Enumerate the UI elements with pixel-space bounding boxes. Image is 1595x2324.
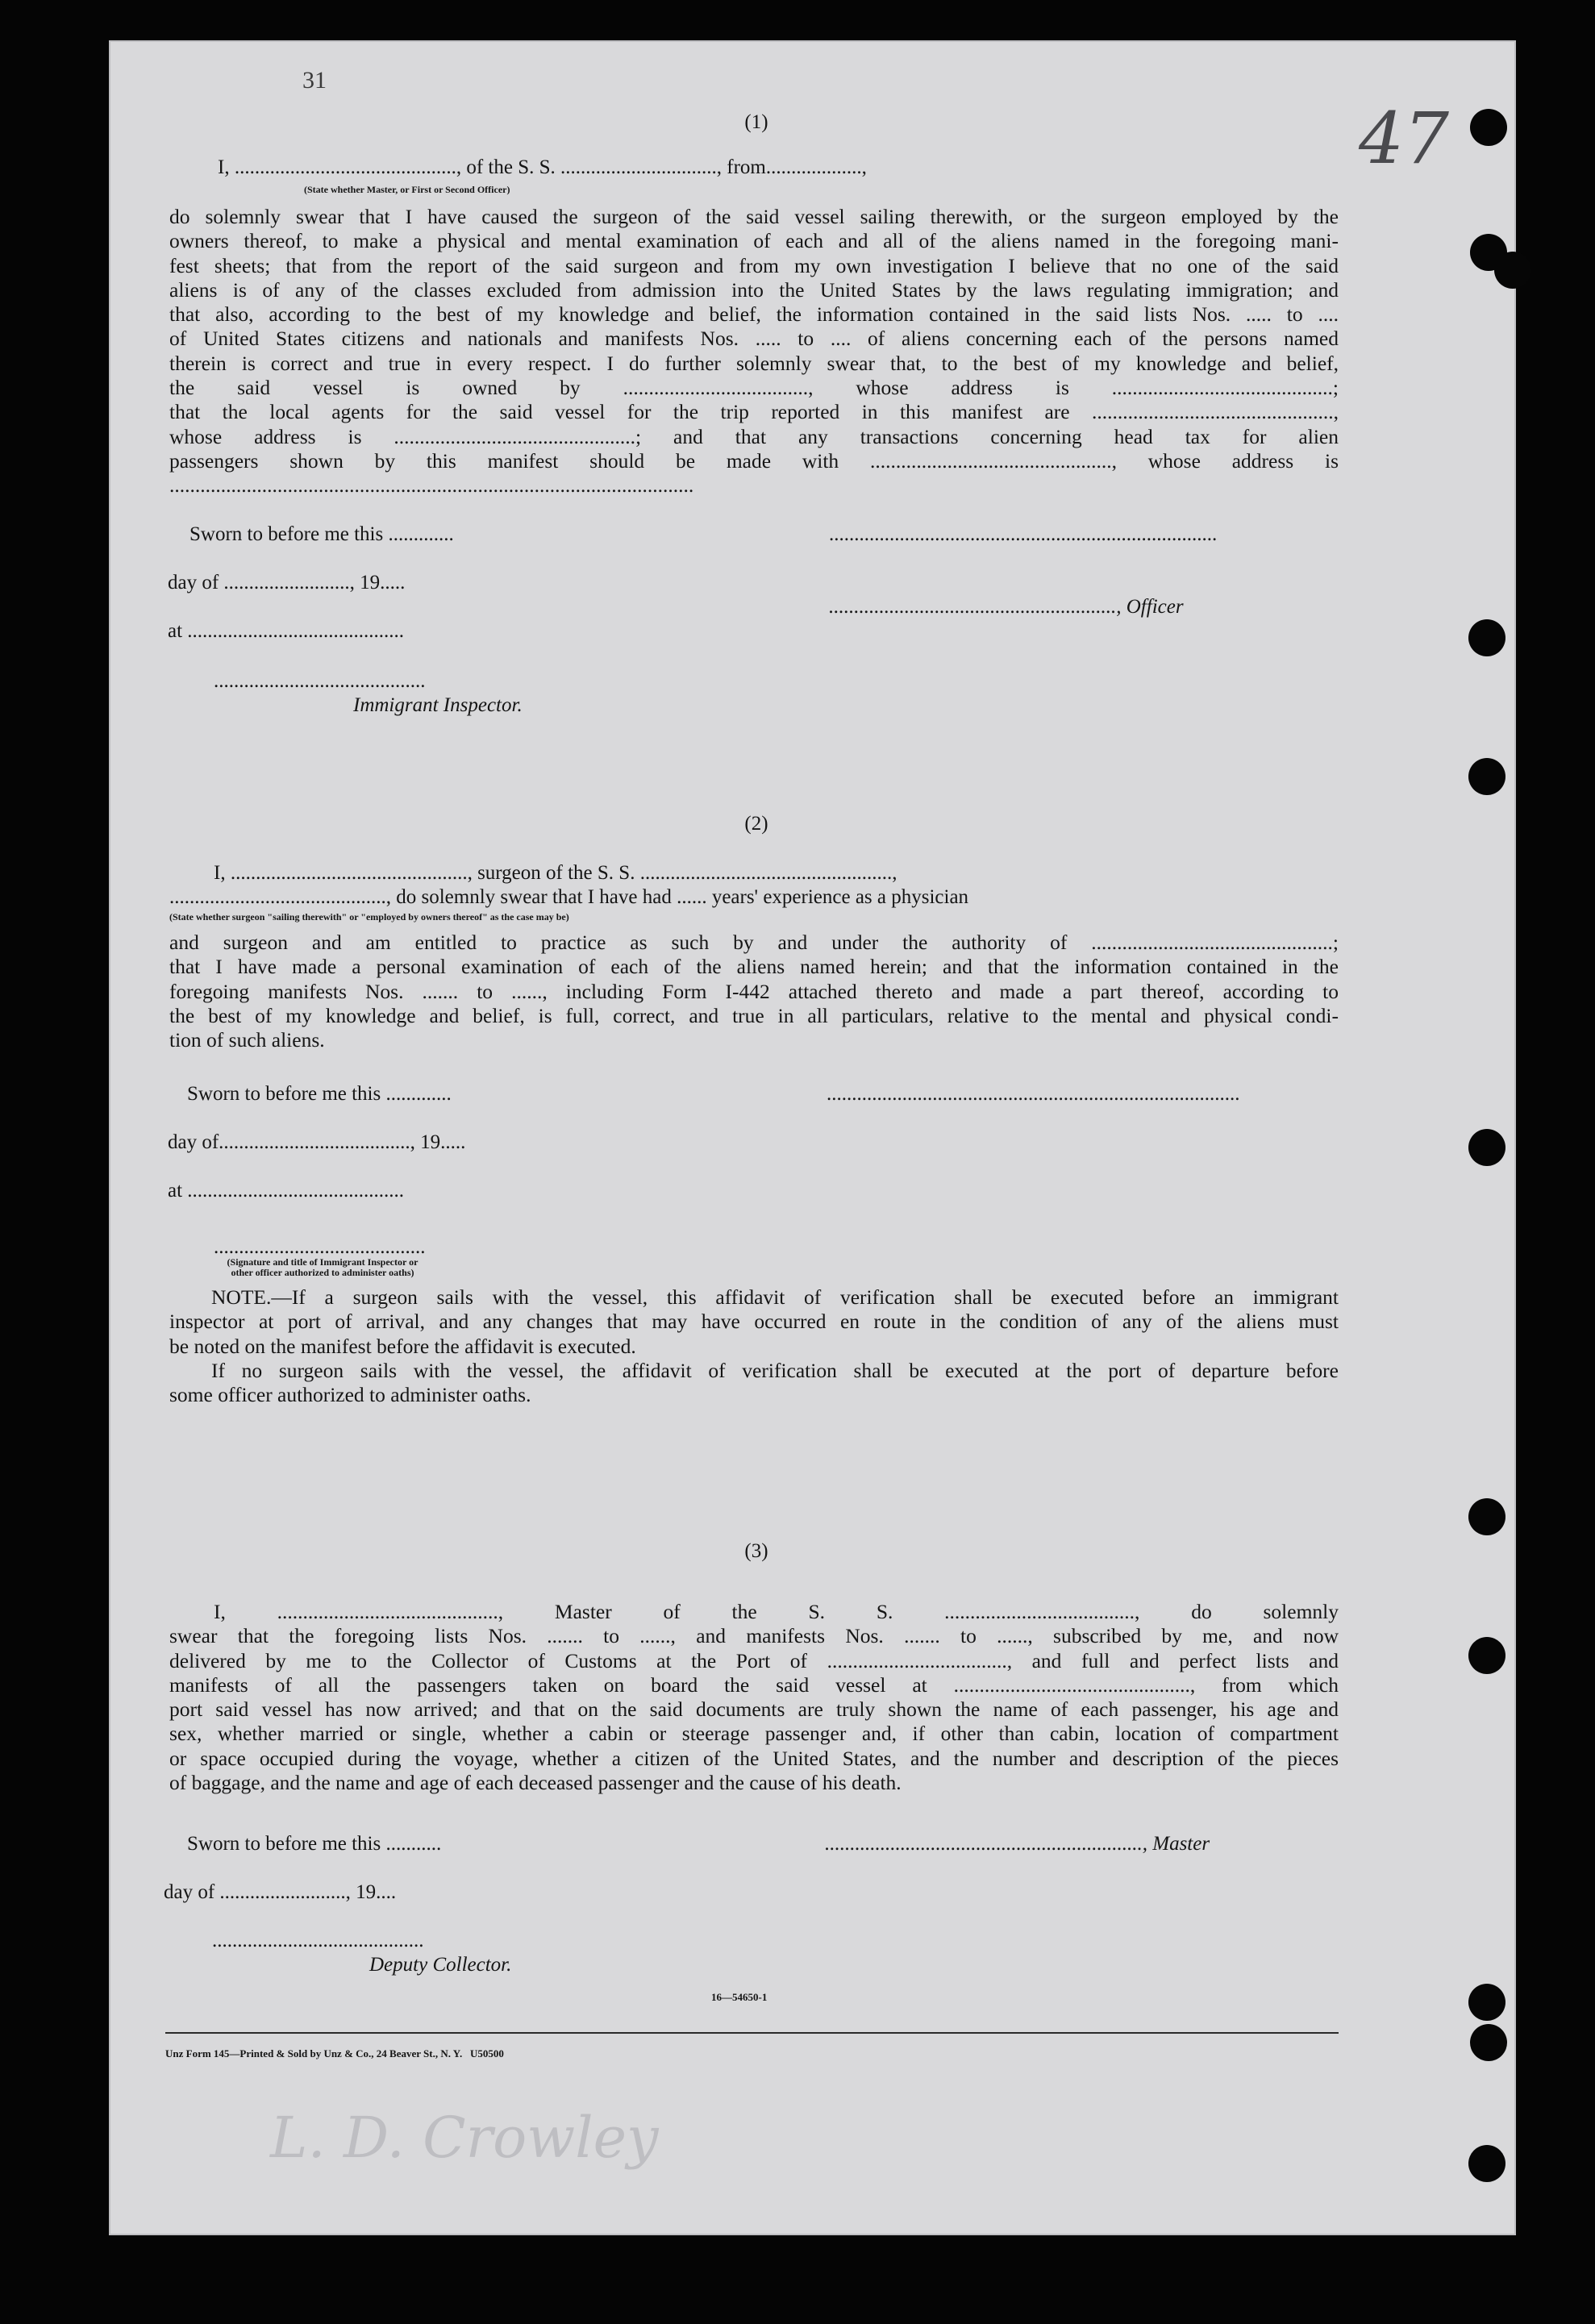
section-1-heading: (1) (744, 111, 768, 133)
s1-line: therein is correct and true in every respect. I do further solemnly swear that, to the best of my knowledge and belief, (169, 351, 1339, 375)
s2-line: and surgeon and am entitled to practice as such by and under the authority of ...............................................; (169, 931, 1339, 954)
section-2-line2: ..........................................., do solemnly swear that I have had ...... years' experience as a physician (169, 886, 969, 908)
section-2-sig-line: .......................................... (214, 1236, 426, 1258)
section-1-sworn: Sworn to before me this ............. (189, 523, 454, 545)
footer-imprint: Unz Form 145—Printed & Sold by Unz & Co., 24 Beaver St., N. Y. U50500 (165, 2047, 504, 2060)
section-1-officer: ........................................................., Officer (829, 596, 1184, 618)
binder-hole (1468, 758, 1505, 795)
s1-line: aliens is of any of the classes excluded from admission into the United States by the laws regulating immigration; and (169, 277, 1339, 302)
section-3-master: ..............................................................., Master (825, 1833, 1210, 1855)
binder-hole (1468, 619, 1505, 656)
section-2-line1: I, ..............................................., surgeon of the S. S. .................................................., (214, 862, 897, 884)
section-1-at: at ........................................... (168, 620, 405, 642)
section-1-paragraph (169, 205, 1339, 498)
s3-line: sex, whether married or single, whether a cabin or steerage passenger and, if other than cabin, location of compartment (169, 1722, 1339, 1746)
section-1-day: day of ........................., 19..... (168, 572, 406, 593)
note-line: be noted on the manifest before the affidavit is executed. (169, 1334, 636, 1358)
s3-line: manifests of all the passengers taken on board the said vessel at .............................................., from which (169, 1672, 1339, 1697)
section-1-inspector: Immigrant Inspector. (353, 694, 523, 716)
s1-line: owners thereof, to make a physical and mental examination of each and all of the aliens named in the foregoing mani- (169, 229, 1339, 253)
s2-line: that I have made a personal examination of each of the aliens named herein; and that the information contained in the (169, 955, 1339, 979)
s3-line: or space occupied during the voyage, whether a citizen of the United States, and the number and description of the pieces (169, 1746, 1339, 1770)
s3-line: delivered by me to the Collector of Customs at the Port of ..................................., and full and perfect lists and (169, 1648, 1339, 1672)
section-2-sworn-line: .................................................................................. (827, 1083, 1240, 1105)
s1-line: passengers shown by this manifest should be made with ..............................................., whose address is (169, 448, 1339, 473)
section-1-note: (State whether Master, or First or Second Officer) (304, 184, 510, 195)
signature: L. D. Crowley (270, 2105, 659, 2171)
section-2-sig-note-2: other officer authorized to administer oaths) (231, 1267, 414, 1278)
s3-line: swear that the foregoing lists Nos. ....... to ......, and manifests Nos. ....... to ......, subscribed by me, and now (169, 1624, 1339, 1648)
s2-line: foregoing manifests Nos. ....... to ......, including Form I-442 attached thereto and made a part thereof, according to (169, 979, 1339, 1003)
s3-line: of baggage, and the name and age of each deceased passenger and the cause of his death. (169, 1771, 902, 1795)
form-code: 16—54650-1 (711, 1991, 768, 2003)
binder-hole (1468, 2145, 1505, 2182)
section-3-sworn: Sworn to before me this ........... (187, 1833, 442, 1855)
section-3-collector-line: .......................................... (212, 1930, 424, 1951)
section-2-day: day of......................................, 19..... (168, 1131, 466, 1153)
s1-line: the said vessel is owned by ...................................., whose address is ...........................................; (169, 376, 1339, 400)
s3-line: port said vessel has now arrived; and that on the said documents are truly shown the name of each passenger, his age and (169, 1697, 1339, 1722)
binder-hole (1470, 2024, 1507, 2061)
binder-hole (1468, 1129, 1505, 1166)
section-2-sig-note-1: (Signature and title of Immigrant Inspector or (227, 1256, 419, 1268)
s2-line: tion of such aliens. (169, 1028, 325, 1052)
section-1-line1: I, ............................................, of the S. S. ..............................., from..................., (218, 156, 867, 178)
section-1-inspector-line: .......................................... (214, 670, 426, 692)
section-2-note: (State whether surgeon "sailing therewith" or "employed by owners thereof" as the case may be) (169, 911, 569, 923)
s1-line: fest sheets; that from the report of the said surgeon and from my own investigation I believe that no one of the said (169, 253, 1339, 277)
note-line: NOTE.—If a surgeon sails with the vessel, this affidavit of verification shall be executed before an immigrant (211, 1285, 1339, 1309)
section-2-heading: (2) (744, 813, 768, 835)
binder-hole (1470, 109, 1507, 146)
section-2-paragraph (169, 931, 1339, 1052)
s2-line: the best of my knowledge and belief, is full, correct, and true in all particulars, relative to the mental and physical condi- (169, 1003, 1339, 1027)
section-2-at: at ........................................... (168, 1180, 405, 1202)
note-line: some officer authorized to administer oaths. (169, 1383, 531, 1407)
section-3-collector: Deputy Collector. (369, 1954, 512, 1976)
section-3-day: day of ........................., 19.... (164, 1881, 397, 1903)
s1-line: of United States citizens and nationals and manifests Nos. ..... to .... of aliens concerning each of the persons named (169, 327, 1339, 351)
s1-line: that also, according to the best of my knowledge and belief, the information contained in the said lists Nos. ..... to .... (169, 302, 1339, 327)
binder-hole (1468, 1984, 1505, 2021)
section-1-sworn-line: ............................................................................. (829, 523, 1218, 545)
section-2-sworn: Sworn to before me this ............. (187, 1083, 452, 1105)
corner-mark: 31 (302, 67, 327, 94)
binder-hole (1494, 252, 1531, 289)
footer-rule (165, 2032, 1339, 2034)
note-line: If no surgeon sails with the vessel, the affidavit of verification shall be executed at the port of departure before (211, 1358, 1339, 1382)
binder-hole (1468, 1498, 1505, 1535)
section-3-heading: (3) (744, 1540, 768, 1562)
s3-line: I, ..........................................., Master of the S. S. ....................................., do solemnly (214, 1600, 1339, 1623)
s1-line: that the local agents for the said vessel for the trip reported in this manifest are ..............................................., (169, 400, 1339, 424)
note-line: inspector at port of arrival, and any changes that may have occurred en route in the condition of any of the aliens must (169, 1310, 1339, 1334)
section-2-note-paragraph (169, 1285, 1339, 1407)
form-page (109, 40, 1516, 2235)
s1-line: whose address is ...............................................; and that any transactions concerning head tax for alien (169, 424, 1339, 448)
s1-line: do solemnly swear that I have caused the surgeon of the said vessel sailing therewith, or the surgeon employed by the (169, 205, 1339, 228)
section-3-paragraph (169, 1600, 1339, 1795)
binder-hole (1468, 1637, 1505, 1674)
page-number-handwritten: 47 (1359, 97, 1449, 180)
s1-line: ...................................................................................................... (169, 473, 694, 498)
